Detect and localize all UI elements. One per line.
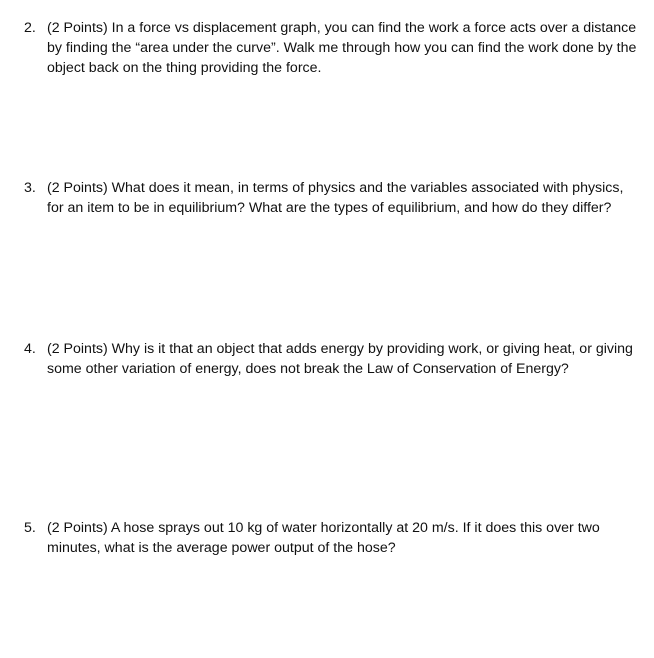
question-number: 2.: [24, 20, 36, 36]
question-text: (2 Points) What does it mean, in terms of physics and the variables associated with physics, for an item to be in equilibrium? What are the types of equilibrium, and how do they differ?: [47, 180, 624, 216]
question-text: (2 Points) A hose sprays out 10 kg of water horizontally at 20 m/s. If it does this over two minutes, what is the average power output of the hose?: [47, 520, 600, 556]
question-number: 5.: [24, 520, 36, 536]
question-text: (2 Points) Why is it that an object that adds energy by providing work, or giving heat, or giving some other variation of energy, does not break the Law of Conservation of Energy?: [47, 341, 633, 377]
question-text: (2 Points) In a force vs displacement graph, you can find the work a force acts over a distance by finding the “area under the curve”. Walk me through how you can find the work done by the object back on the thing providing the force.: [47, 20, 637, 76]
question-number: 3.: [24, 180, 36, 196]
question-number: 4.: [24, 341, 36, 357]
